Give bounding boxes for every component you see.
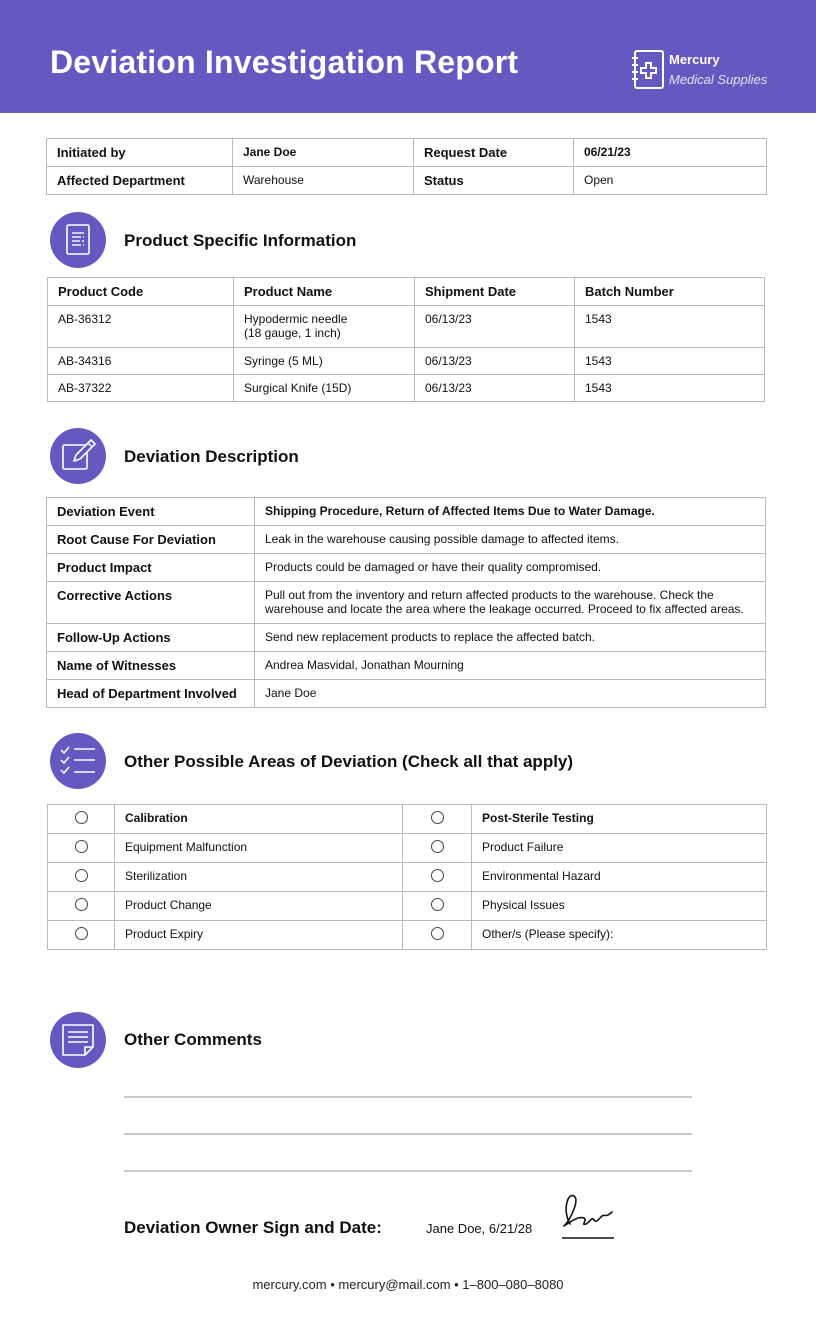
request-date-label: Request Date [414,139,574,167]
batch-number: 1543 [575,375,765,402]
table-row [47,582,766,624]
radio-button[interactable] [75,927,88,940]
radio-button[interactable] [431,840,444,853]
row-label: Product Impact [47,554,255,582]
option-label: Other/s (Please specify): [472,921,767,950]
product-code: AB-37322 [48,375,234,402]
row-label: Name of Witnesses [47,652,255,680]
table-row [48,805,767,834]
row-label: Head of Department Involved [47,680,255,708]
row-value: Products could be damaged or have their quality compromised. [255,554,766,582]
table-row [48,375,765,402]
comment-line[interactable] [124,1170,692,1172]
radio-button[interactable] [431,898,444,911]
checkbox-cell[interactable] [403,805,472,834]
row-value [255,582,766,624]
shipment-date: 06/13/23 [415,306,575,348]
column-header: Product Code [48,278,234,306]
checkbox-cell[interactable] [48,834,115,863]
signature-image [558,1190,618,1242]
footer-contact: mercury.com • mercury@mail.com • 1–800–080–8080 [252,1277,564,1292]
row-value-line: Pull out from the inventory and return affected products to the warehouse. Check the [265,588,714,602]
brand-name: Mercury [669,52,720,67]
column-header: Batch Number [575,278,765,306]
table-row [48,892,767,921]
comments-section-icon [50,1012,106,1068]
request-date-value: 06/21/23 [574,139,767,167]
table-row [47,498,766,526]
product-name-line: Hypodermic needle [244,312,348,326]
product-code: AB-36312 [48,306,234,348]
row-value: Andrea Masvidal, Jonathan Mourning [255,652,766,680]
product-section-title: Product Specific Information [124,231,357,250]
product-name: Syringe (5 ML) [234,348,415,375]
deviation-section-title: Deviation Description [124,447,299,466]
table-row [47,526,766,554]
status-value: Open [574,167,767,195]
deviation-section-icon [50,428,106,484]
comments-section-title: Other Comments [124,1030,262,1049]
option-label: Sterilization [115,863,403,892]
product-code: AB-34316 [48,348,234,375]
comment-line[interactable] [124,1096,692,1098]
option-label: Product Change [115,892,403,921]
checklist-icon [50,733,106,789]
option-label: Product Failure [472,834,767,863]
table-row [47,167,767,195]
radio-button[interactable] [431,811,444,824]
table-row [48,834,767,863]
status-label: Status [414,167,574,195]
table-row [47,680,766,708]
checkbox-cell[interactable] [48,805,115,834]
radio-button[interactable] [75,898,88,911]
shipment-date: 06/13/23 [415,348,575,375]
radio-button[interactable] [431,927,444,940]
option-label: Environmental Hazard [472,863,767,892]
radio-button[interactable] [431,869,444,882]
areas-section-icon [50,733,106,789]
edit-icon [50,428,106,484]
document-list-icon [50,212,106,268]
radio-button[interactable] [75,811,88,824]
medical-notebook-icon [631,50,665,90]
row-label: Corrective Actions [47,582,255,624]
table-row [48,348,765,375]
checkbox-cell[interactable] [48,892,115,921]
report-header [0,0,816,113]
department-label: Affected Department [47,167,233,195]
table-row [48,306,765,348]
batch-number: 1543 [575,348,765,375]
table-row [48,863,767,892]
table-row [48,921,767,950]
request-info-table [46,138,767,195]
product-name: Surgical Knife (15D) [234,375,415,402]
row-value: Shipping Procedure, Return of Affected Items Due to Water Damage. [255,498,766,526]
initiated-by-value: Jane Doe [233,139,414,167]
option-label: Calibration [115,805,403,834]
brand [631,50,791,90]
sign-label: Deviation Owner Sign and Date: [124,1218,382,1237]
shipment-date: 06/13/23 [415,375,575,402]
row-label: Root Cause For Deviation [47,526,255,554]
product-table [47,277,765,402]
table-row [47,624,766,652]
option-label: Product Expiry [115,921,403,950]
column-header: Product Name [234,278,415,306]
areas-checklist-table [47,804,767,950]
column-header: Shipment Date [415,278,575,306]
initiated-by-label: Initiated by [47,139,233,167]
option-label: Physical Issues [472,892,767,921]
comment-line[interactable] [124,1133,692,1135]
batch-number: 1543 [575,306,765,348]
areas-section-title: Other Possible Areas of Deviation (Check all that apply) [124,752,574,771]
product-section-icon [50,212,106,268]
radio-button[interactable] [75,869,88,882]
radio-button[interactable] [75,840,88,853]
checkbox-cell[interactable] [403,863,472,892]
checkbox-cell[interactable] [48,921,115,950]
deviation-table [46,497,766,708]
department-value: Warehouse [233,167,414,195]
page-title: Deviation Investigation Report [50,44,519,80]
row-value: Leak in the warehouse causing possible damage to affected items. [255,526,766,554]
checkbox-cell[interactable] [403,892,472,921]
table-row [47,554,766,582]
product-name [234,306,415,348]
row-value: Jane Doe [255,680,766,708]
brand-tagline: Medical Supplies [669,72,768,87]
row-value-line: warehouse and locate the area where the leakage occurred. Proceed to fix affected areas. [265,602,744,616]
checkbox-cell[interactable] [403,834,472,863]
product-name-line: (18 gauge, 1 inch) [244,326,341,340]
row-value: Send new replacement products to replace the affected batch. [255,624,766,652]
checkbox-cell[interactable] [403,921,472,950]
row-label: Follow-Up Actions [47,624,255,652]
row-label: Deviation Event [47,498,255,526]
table-header-row [48,278,765,306]
option-label: Post-Sterile Testing [472,805,767,834]
option-label: Equipment Malfunction [115,834,403,863]
sign-date-value: Jane Doe, 6/21/28 [426,1221,533,1236]
table-row [47,139,767,167]
checkbox-cell[interactable] [48,863,115,892]
note-icon [50,1012,106,1068]
table-row [47,652,766,680]
